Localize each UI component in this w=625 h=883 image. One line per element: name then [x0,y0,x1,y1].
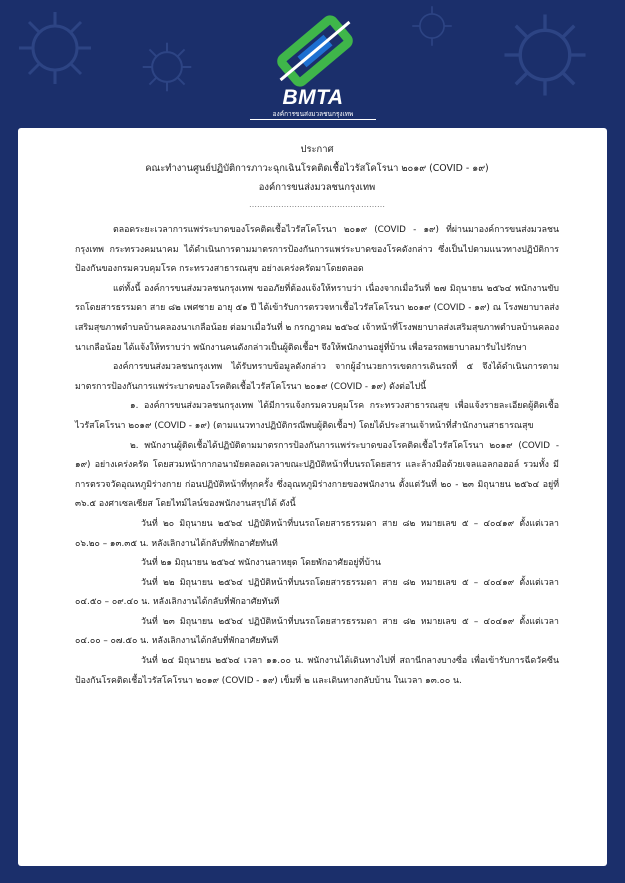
footer-bar [0,866,625,883]
header [0,0,625,130]
timeline-day-21: วันที่ ๒๑ มิถุนายน ๒๕๖๔ พนักงานลาหยุด โดยพักอาศัยอยู่ที่บ้าน [141,558,381,569]
timeline-day-20: วันที่ ๒๐ มิถุนายน ๒๕๖๔ ปฏิบัติหน้าที่บนรถโดยสารธรรมดา สาย ๘๒ หมายเลข ๕ – ๔๐๔๑๙ ตั้งแต่เวลา ๐๖.๒๐ – ๑๓.๓๕ น. หลังเลิกงานได้กลับที่พักอาศัยทันที [75,518,559,549]
paragraph-2: แต่ทั้งนี้ องค์การขนส่งมวลชนกรุงเทพ ขออภัยที่ต้องแจ้งให้ทราบว่า เนื่องจากเมื่อวันที่ ๒๗ มิถุนายน ๒๕๖๔ พนักงานขับรถโดยสารธรรมดา สาย ๘๒ เพศชาย อายุ ๕๑ ปี ได้เข้ารับการตรวจหาเชื้อไวรัสโคโรนา ๒๐๑๙ (COVID - ๑๙) ณ โรงพยาบาลส่งเสริมสุขภาพตำบลบ้านคลองนาเกลือน้อย ต่อมาเมื่อวันที่ ๒ กรกฎาคม ๒๕๖๔ เจ้าหน้าที่โรงพยาบาลส่งเสริมสุขภาพตำบลบ้านคลองนาเกลือน้อย ได้แจ้งให้ทราบว่า พนักงานคนดังกล่าวเป็นผู้ติดเชื้อฯ จึงให้พนักงานอยู่ที่บ้าน เพื่อรอรถพยาบาลมารับไปรักษา [75,283,559,353]
timeline-day-22: วันที่ ๒๒ มิถุนายน ๒๕๖๔ ปฏิบัติหน้าที่บนรถโดยสารธรรมดา สาย ๘๒ หมายเลข ๕ – ๔๐๔๑๙ ตั้งแต่เวลา ๐๔.๕๐ – ๐๙.๔๐ น. หลังเลิกงานได้กลับที่พักอาศัยทันที [75,577,559,608]
title-line-2: คณะทำงานศูนย์ปฏิบัติการภาวะฉุกเฉินโรคติดเชื้อไวรัสโคโรนา ๒๐๑๙ (COVID - ๑๙) [145,163,489,174]
title-line-3: องค์การขนส่งมวลชนกรุงเทพ [258,182,376,193]
paragraph-item-1: ๑. องค์การขนส่งมวลชนกรุงเทพ ได้มีการแจ้งกรมควบคุมโรค กระทรวงสาธารณสุข เพื่อแจ้งรายละเอียดผู้ติดเชื้อไวรัสโคโรนา ๒๐๑๙ (COVID - ๑๙) (ตามแนวทางปฏิบัติกรณีพบผู้ติดเชื้อฯ) โดยได้ประสานเจ้าหน้าที่สำนักงานสาธารณสุข [75,401,559,431]
brand-subtitle: องค์การขนส่งมวลชนกรุงเทพ [250,109,376,120]
title-line-1: ประกาศ [300,144,334,155]
announcement-title [75,140,559,197]
timeline-day-23: วันที่ ๒๓ มิถุนายน ๒๕๖๔ ปฏิบัติหน้าที่บนรถโดยสารธรรมดา สาย ๘๒ หมายเลข ๕ – ๔๐๔๑๙ ตั้งแต่เวลา ๐๔.๐๐ – ๐๗.๕๐ น. หลังเลิกงานได้กลับที่พักอาศัยทันที [75,616,559,647]
separator: …………………………………………… [249,200,385,209]
paragraph-item-2: ๒. พนักงานผู้ติดเชื้อได้ปฏิบัติตามมาตรการป้องกันการแพร่ระบาดของโรคติดเชื้อไวรัสโคโรนา ๒๐๑๙ (COVID - ๑๙) อย่างเคร่งครัด โดยสวมหน้ากากอนามัยตลอดเวลาขณะปฏิบัติหน้าที่บนรถโดยสาร และล้างมือด้วยเจลแอลกอฮอล์ รวมทั้ง มีการตรวจวัดอุณหภูมิร่างกาย ก่อนปฏิบัติหน้าที่ทุกครั้ง ซึ่งอุณหภูมิร่างกายของพนักงาน ตั้งแต่วันที่ ๒๐ - ๒๓ มิถุนายน ๒๕๖๔ อยู่ที่ ๓๖.๕ องศาเซลเซียส โดยไทม์ไลน์ของพนักงานสรุปได้ ดังนี้ [75,440,559,510]
paragraph-1: ตลอดระยะเวลาการแพร่ระบาดของโรคติดเชื้อไวรัสโคโรนา ๒๐๑๙ (COVID - ๑๙) ที่ผ่านมาองค์การขนส่งมวลชนกรุงเทพ กระทรวงคมนาคม ได้ดำเนินการตามมาตรการป้องกันการแพร่ระบาดของโรคดังกล่าว ซึ่งเป็นไปตามแนวทางปฏิบัติการป้องกันของกรมควบคุมโรค กระทรวงสาธารณสุข อย่างเคร่งครัดมาโดยตลอด [75,225,559,275]
brand-name: BMTA [282,86,344,109]
announcement-paper [18,128,607,866]
timeline-day-24: วันที่ ๒๔ มิถุนายน ๒๕๖๔ เวลา ๑๑.๐๐ น. พนักงานได้เดินทางไปที่ สถานีกลางบางซื่อ เพื่อเข้ารับการฉีดวัคซีนป้องกันโรคติดเชื้อไวรัสโคโรนา ๒๐๑๙ (COVID - ๑๙) เข็มที่ ๒ และเดินทางกลับบ้าน ในเวลา ๑๓.๐๐ น. [75,656,559,686]
paragraph-3: องค์การขนส่งมวลชนกรุงเทพ ได้รับทราบข้อมูลดังกล่าว จากผู้อำนวยการเขตการเดินรถที่ ๕ จึงได้ดำเนินการตามมาตรการป้องกันการแพร่ระบาดของโรคติดเชื้อไวรัสโคโรนา ๒๐๑๙ (COVID - ๑๙) ดังต่อไปนี้ [75,362,559,392]
announcement-content [75,140,559,691]
